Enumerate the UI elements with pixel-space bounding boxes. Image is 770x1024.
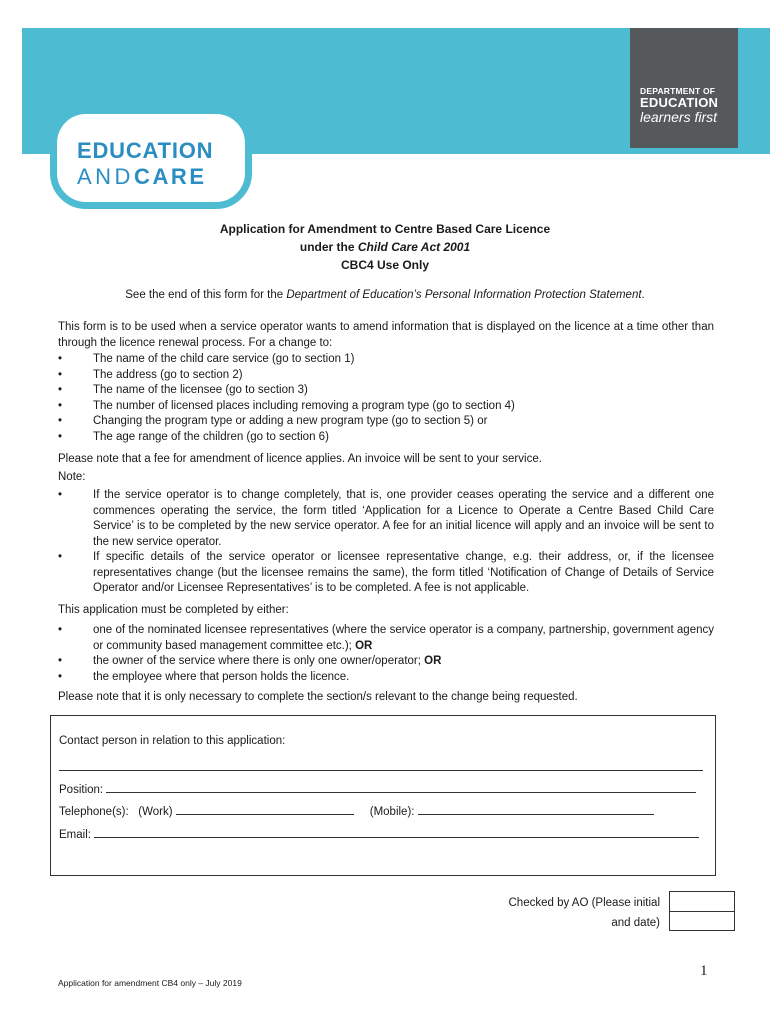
position-field[interactable]: [59, 782, 696, 798]
privacy-intro: See the end of this form for the Department of Education’s Personal Information Protection Statement.: [125, 289, 645, 301]
position-line[interactable]: [106, 782, 696, 793]
email-field[interactable]: [94, 827, 699, 838]
notes-list: [58, 488, 714, 597]
contact-heading: Contact person in relation to this application:: [59, 735, 286, 747]
purpose-paragraph: This form is to be used when a service operator wants to amend information that is displayed on the licence at a time other than through the licence renewal process. For a change to:: [58, 321, 714, 349]
completed-by-label: This application must be completed by either:: [58, 604, 289, 616]
title-line2: under the Child Care Act 2001: [299, 240, 471, 254]
list-item: • the employee where that person holds the licence.: [58, 670, 714, 686]
telephone-row: [59, 804, 654, 820]
list-item: • If specific details of the service operator or licensee representative change, e.g. their address, or, if the licensee representatives change (but the licensee remains the same), the form titled ‘Notification of Change of Details of Service Operator and/or Licensee Representatives’ is to be completed. A fee is not applicable.: [58, 551, 714, 594]
completed-by-list: [58, 623, 714, 685]
act-name: Child Care Act 2001: [357, 240, 471, 254]
form-title: [0, 220, 770, 274]
footer-text: Application for amendment CB4 only – July 2019: [58, 978, 242, 988]
relevant-sections-note: Please note that it is only necessary to complete the section/s relevant to the change being requested.: [58, 691, 578, 703]
note-label: Note:: [58, 471, 86, 483]
title-line3: CBC4 Use Only: [340, 258, 430, 272]
list-item: • the owner of the service where there is only one owner/operator; OR: [58, 654, 714, 670]
education-and-care-logo: [50, 107, 252, 209]
bullet-icon: •: [58, 353, 63, 365]
bullet-icon: •: [58, 415, 63, 427]
doe-logo-tagline: learners first: [640, 109, 718, 125]
ao-initial-date-box[interactable]: [669, 891, 735, 931]
list-item: • The address (go to section 2): [58, 368, 714, 384]
bullet-icon: •: [58, 670, 63, 683]
list-item: • The number of licensed places including removing a program type (go to section 4): [58, 399, 714, 415]
fee-note: Please note that a fee for amendment of licence applies. An invoice will be sent to your service.: [58, 453, 542, 465]
privacy-statement-ref: Department of Education’s Personal Information Protection Statement: [286, 289, 642, 301]
logo-word-care: CARE: [133, 164, 207, 189]
bullet-icon: •: [58, 384, 63, 396]
change-list: [58, 352, 714, 445]
department-of-education-logo: [630, 28, 738, 148]
bullet-icon: •: [58, 489, 63, 501]
bullet-icon: •: [58, 399, 63, 412]
doe-logo-line1: DEPARTMENT OF: [640, 86, 716, 96]
bullet-icon: •: [58, 430, 63, 443]
mobile-label: (Mobile):: [369, 806, 415, 818]
work-label: (Work): [138, 806, 173, 818]
logo-word-and: AND: [77, 164, 134, 189]
logo-line-and-care: [77, 164, 207, 190]
mobile-phone-field[interactable]: [418, 804, 654, 815]
contact-person-section: [50, 715, 716, 876]
bullet-icon: •: [58, 655, 63, 667]
telephone-label: Telephone(s):: [59, 806, 129, 818]
list-item: • If the service operator is to change completely, that is, one provider ceases operating the service and a different one commences operating the service, the form titled ‘Application for a Licence to Operate a Centre Based Child Care Service’ is to be completed by the new service operator. A fee for an initial licence will apply and an invoice will be sent to the new service operator.: [58, 489, 714, 548]
position-label: Position:: [59, 784, 104, 796]
email-label: Email:: [59, 829, 91, 841]
checked-by-ao-label: Checked by AO (Please initial and date): [508, 897, 660, 929]
bullet-icon: •: [58, 624, 63, 636]
email-row: [59, 827, 699, 843]
work-phone-field[interactable]: [176, 804, 354, 815]
bullet-icon: •: [58, 368, 63, 381]
list-item: • The age range of the children (go to section 6): [58, 430, 714, 446]
page-number: 1: [700, 963, 708, 979]
title-line1: Application for Amendment to Centre Based Care Licence: [219, 222, 551, 236]
contact-name-field[interactable]: [59, 760, 703, 776]
list-item: • Changing the program type or adding a new program type (go to section 5) or: [58, 414, 714, 430]
list-item: • The name of the child care service (go to section 1): [58, 352, 714, 368]
list-item: • The name of the licensee (go to section 3): [58, 383, 714, 399]
list-item: • one of the nominated licensee representatives (where the service operator is a company, partnership, government agency or community based management committee etc.); OR: [58, 624, 714, 652]
logo-line-education: EDUCATION: [77, 138, 214, 163]
doe-logo-line2: EDUCATION: [640, 95, 719, 110]
bullet-icon: •: [58, 551, 63, 563]
